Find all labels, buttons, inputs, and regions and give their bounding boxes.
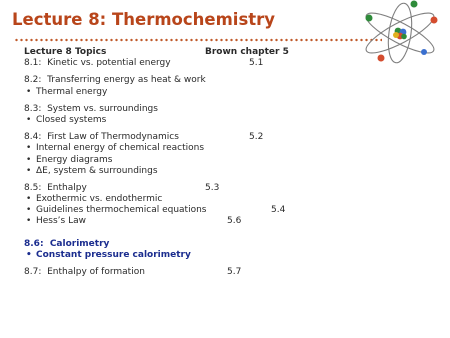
section-page: 5.7 (227, 267, 242, 277)
section-label: 8.5: (24, 182, 42, 193)
bullet-item: • Constant pressure calorimetry (24, 250, 424, 261)
bullet-page: 5.6 (227, 216, 242, 227)
chapter-reference: Brown chapter 5 (205, 47, 289, 57)
slide-title: Lecture 8: Thermochemistry (12, 10, 276, 29)
section-8-3 (24, 104, 424, 115)
bullet-text: Guidelines thermochemical equations (36, 205, 207, 216)
bullet-item: • Internal energy of chemical reactions (24, 143, 424, 154)
section-8-1 (24, 58, 424, 69)
section-label: 8.6: (24, 238, 44, 249)
section-label: 8.2: (24, 75, 42, 86)
section-title: System vs. surroundings (47, 103, 158, 114)
section-label: 8.4: (24, 132, 42, 143)
section-8-2 (24, 75, 424, 86)
bullet-text: Hess’s Law (36, 216, 86, 227)
topics-header (24, 47, 424, 58)
section-8-7 (24, 267, 424, 278)
bullet-item: • ΔE, system & surroundings (24, 166, 424, 177)
bullet-page: 5.4 (271, 205, 286, 216)
section-page: 5.3 (205, 182, 220, 193)
section-8-6 (24, 239, 424, 250)
bullet-item: • Thermal energy (24, 87, 424, 98)
section-title: First Law of Thermodynamics (47, 132, 179, 143)
bullet-item (24, 216, 424, 227)
section-page: 5.2 (249, 132, 264, 143)
bullet-item (24, 205, 424, 216)
section-title: Enthalpy (47, 182, 87, 193)
dotted-divider (14, 38, 382, 42)
section-title: Transferring energy as heat & work (47, 75, 206, 86)
section-title: Kinetic vs. potential energy (47, 58, 171, 69)
topic-list (24, 47, 424, 278)
bullet-item: • Exothermic vs. endothermic (24, 194, 424, 205)
section-label: 8.3: (24, 103, 42, 114)
section-title: Calorimetry (49, 238, 110, 249)
section-label: 8.1: (24, 58, 42, 69)
bullet-item: • Closed systems (24, 115, 424, 126)
section-8-5 (24, 183, 424, 194)
section-page: 5.1 (249, 58, 264, 69)
bullet-item: • Energy diagrams (24, 155, 424, 166)
section-label: 8.7: (24, 267, 42, 277)
section-title: Enthalpy of formation (47, 267, 145, 277)
section-8-4 (24, 132, 424, 143)
topics-heading: Lecture 8 Topics (24, 47, 107, 57)
